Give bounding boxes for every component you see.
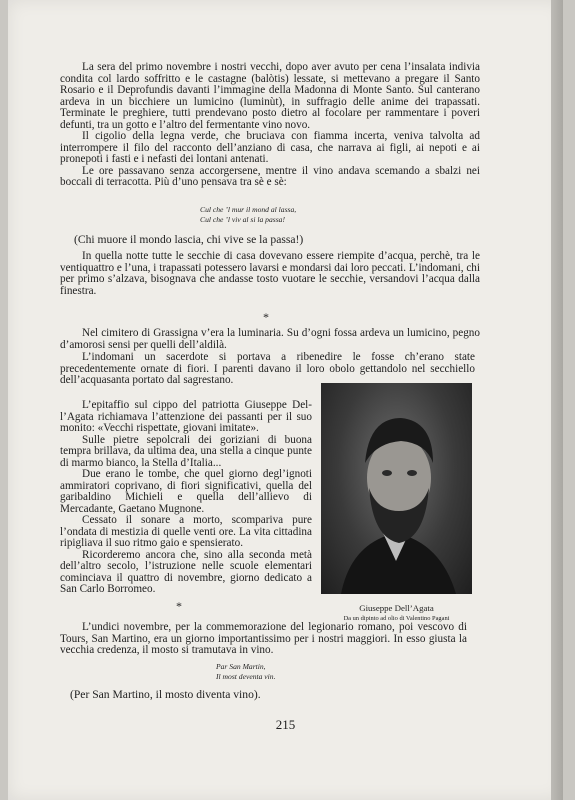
- section-divider: *: [176, 599, 182, 613]
- text-block-2: [60, 251, 480, 297]
- photo-credit: Da un dipinto ad olio di Valentino Pagani: [343, 615, 450, 622]
- paragraph: Ricorderemo ancora che, sino alla seconda metà dell’altro secolo, l’istruzione nelle scuole elementari cominciava il quattro di novembre, giorno dedicato a San Carlo Borromeo.: [60, 548, 312, 595]
- text-block-left-column: [60, 400, 312, 596]
- section-divider: *: [263, 310, 269, 324]
- verse-1: [200, 205, 296, 225]
- translation-2: (Per San Martino, il mosto diventa vino).: [70, 688, 261, 701]
- paragraph: Il cigolio della legna verde, che bruciava con fiamma incerta, veniva talvolta ad interrompere il filo del racconto dell’anziano di casa, che narrava ai figli, ai nepoti e ai pronepoti i fasti e i nefasti dei lontani antenati.: [60, 130, 480, 165]
- paragraph: La sera del primo novembre i nostri vecchi, dopo aver avuto per cena l’insalata indivia condita col lardo soffritto e le castagne (balòtis) lessate, si mettevano a pregare il Santo Rosario e il Deprofundis davanti l’immagine della Madonna di Monte Santo. Sul canterano ardeva in un bicchiere un lumicino (luminùt), in suffragio delle anime dei trapassati. Terminate le preghiere, tutti prendevano posto dietro al focolare per rammentare i poveri defunti, tra un gotto e l’altro del fermentante vino novo.: [60, 61, 480, 131]
- paragraph: In quella notte tutte le secchie di casa dovevano essere riempite d’acqua, perchè, tra le ventiquattro e l’una, i trapassati potessero lavarsi e mondarsi dai loro peccati. L’indomani, chi per primo s’alzava, bisognava che andasse tosto vuotare le secchie, versandovi l’acqua dalla finestra.: [60, 250, 480, 297]
- paragraph: Le ore passavano senza accorgersene, mentre il vino andava scemando a sbalzi nei boccali di terracotta. Più d’uno pensava tra sè e sè:: [60, 164, 480, 188]
- paragraph: Cessato il sonare a morto, scompariva pure l’ondata di mestizia di quelle venti ore. La vita cittadina ripigliava il suo ritmo gaio e spensierato.: [60, 514, 312, 549]
- text-block-4: [60, 352, 475, 387]
- book-page: [8, 0, 563, 800]
- translation-1: (Chi muore il mondo lascia, chi vive se la passa!): [74, 233, 304, 246]
- paragraph: Due erano le tombe, che quel giorno degl’ignoti ammiratori coprivano, di fiori significativi, quella del garibaldino Michieli e quella dell’allievo di Mercadante, Gaetano Mugnone.: [60, 468, 312, 515]
- page-number: 215: [275, 717, 296, 732]
- paragraph: Sulle pietre sepolcrali dei goriziani di buona tempra brillava, da ultima dea, una stella a cinque punte di marmo bianco, la Stella d’Italia...: [60, 433, 312, 469]
- paragraph: Nel cimitero di Grassigna v’era la luminaria. Su d’ogni fossa ardeva un lumicino, pegno d’amorosi sensi per quelli dell’aldilà.: [60, 327, 480, 351]
- text-block-3: [60, 328, 480, 351]
- page-edge: [551, 0, 563, 800]
- text-block-bottom: [60, 622, 467, 657]
- verse-line: Il most deventa vin.: [216, 672, 276, 681]
- verse-line: Cul che ’l viv al si la passa!: [200, 215, 285, 224]
- verse-line: Cul che ’l mur il mond al lassa,: [200, 205, 297, 214]
- paragraph: L’epitaffio sul cippo del patriotta Giuseppe Del-l’Agata richiamava l’attenzione dei passanti per il suo monito: «Vecchi rispettate, giovani imitate».: [60, 399, 312, 434]
- paragraph: L’undici novembre, per la commemorazione del legionario romano, poi vescovo di Tours, San Martino, era un giorno importantissimo per i nostri maggiori. In esso giusta la vecchia credenza, il mosto si tramutava in vino.: [60, 621, 467, 656]
- paragraph: L’indomani un sacerdote si portava a ribenedire le fosse ch’erano state precedentemente ornate di fiori. I parenti davano il loro obolo gettandolo nel secchiello dell’acquasanta portato dal sagrestano.: [60, 351, 475, 386]
- photo-caption: Giuseppe Dell’Agata: [359, 603, 434, 613]
- verse-2: [216, 662, 275, 682]
- portrait-illustration: [321, 383, 472, 594]
- text-block-top: [60, 62, 480, 189]
- portrait-photo: [321, 383, 472, 594]
- verse-line: Par San Martin,: [216, 662, 266, 671]
